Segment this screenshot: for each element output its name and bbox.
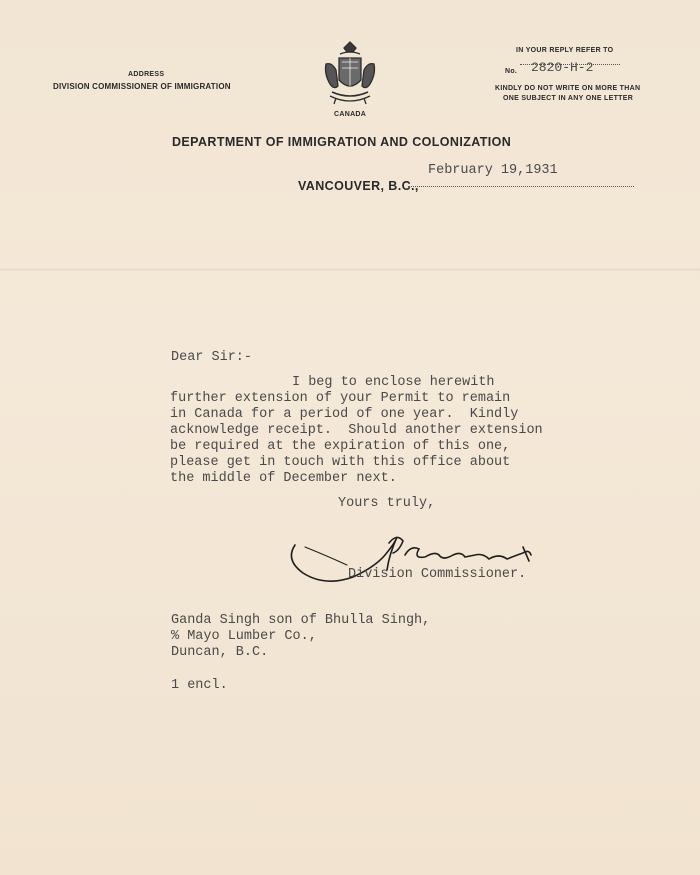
instruction-line-1: KINDLY DO NOT WRITE ON MORE THAN: [495, 85, 641, 92]
signatory-title: Division Commissioner.: [348, 567, 527, 582]
instruction-line-2: ONE SUBJECT IN ANY ONE LETTER: [503, 95, 634, 102]
body-line: further extension of your Permit to remain: [170, 391, 511, 406]
address-label: ADDRESS: [128, 71, 165, 78]
paper-fold-line: [0, 268, 700, 271]
city-label: VANCOUVER, B.C.,: [298, 179, 419, 193]
letter-date: February 19,1931: [428, 163, 558, 178]
department-title: DEPARTMENT OF IMMIGRATION AND COLONIZATION: [172, 135, 512, 149]
country-label: CANADA: [334, 111, 367, 118]
reference-number: 2820-H-2: [531, 60, 594, 75]
reply-refer-label: IN YOUR REPLY REFER TO: [516, 47, 614, 54]
body-line: the middle of December next.: [170, 471, 397, 486]
addressee-line: % Mayo Lumber Co.,: [171, 629, 317, 644]
enclosure-note: 1 encl.: [171, 678, 228, 693]
body-line: in Canada for a period of one year. Kindly: [170, 407, 519, 422]
closing: Yours truly,: [338, 496, 436, 511]
body-line: I beg to enclose herewith: [292, 375, 495, 390]
body-line: be required at the expiration of this one,: [170, 439, 511, 454]
addressee-line: Ganda Singh son of Bhulla Singh,: [171, 613, 431, 628]
address-line: DIVISION COMMISSIONER OF IMMIGRATION: [53, 82, 231, 91]
date-dotted-line: [408, 186, 634, 187]
salutation: Dear Sir:-: [171, 350, 253, 365]
addressee-line: Duncan, B.C.: [171, 645, 269, 660]
body-line: please get in touch with this office about: [170, 455, 511, 470]
number-label: No.: [505, 68, 518, 75]
handwritten-signature: [285, 525, 545, 595]
body-line: acknowledge receipt. Should another extension: [170, 423, 543, 438]
coat-of-arms-icon: [322, 40, 378, 110]
